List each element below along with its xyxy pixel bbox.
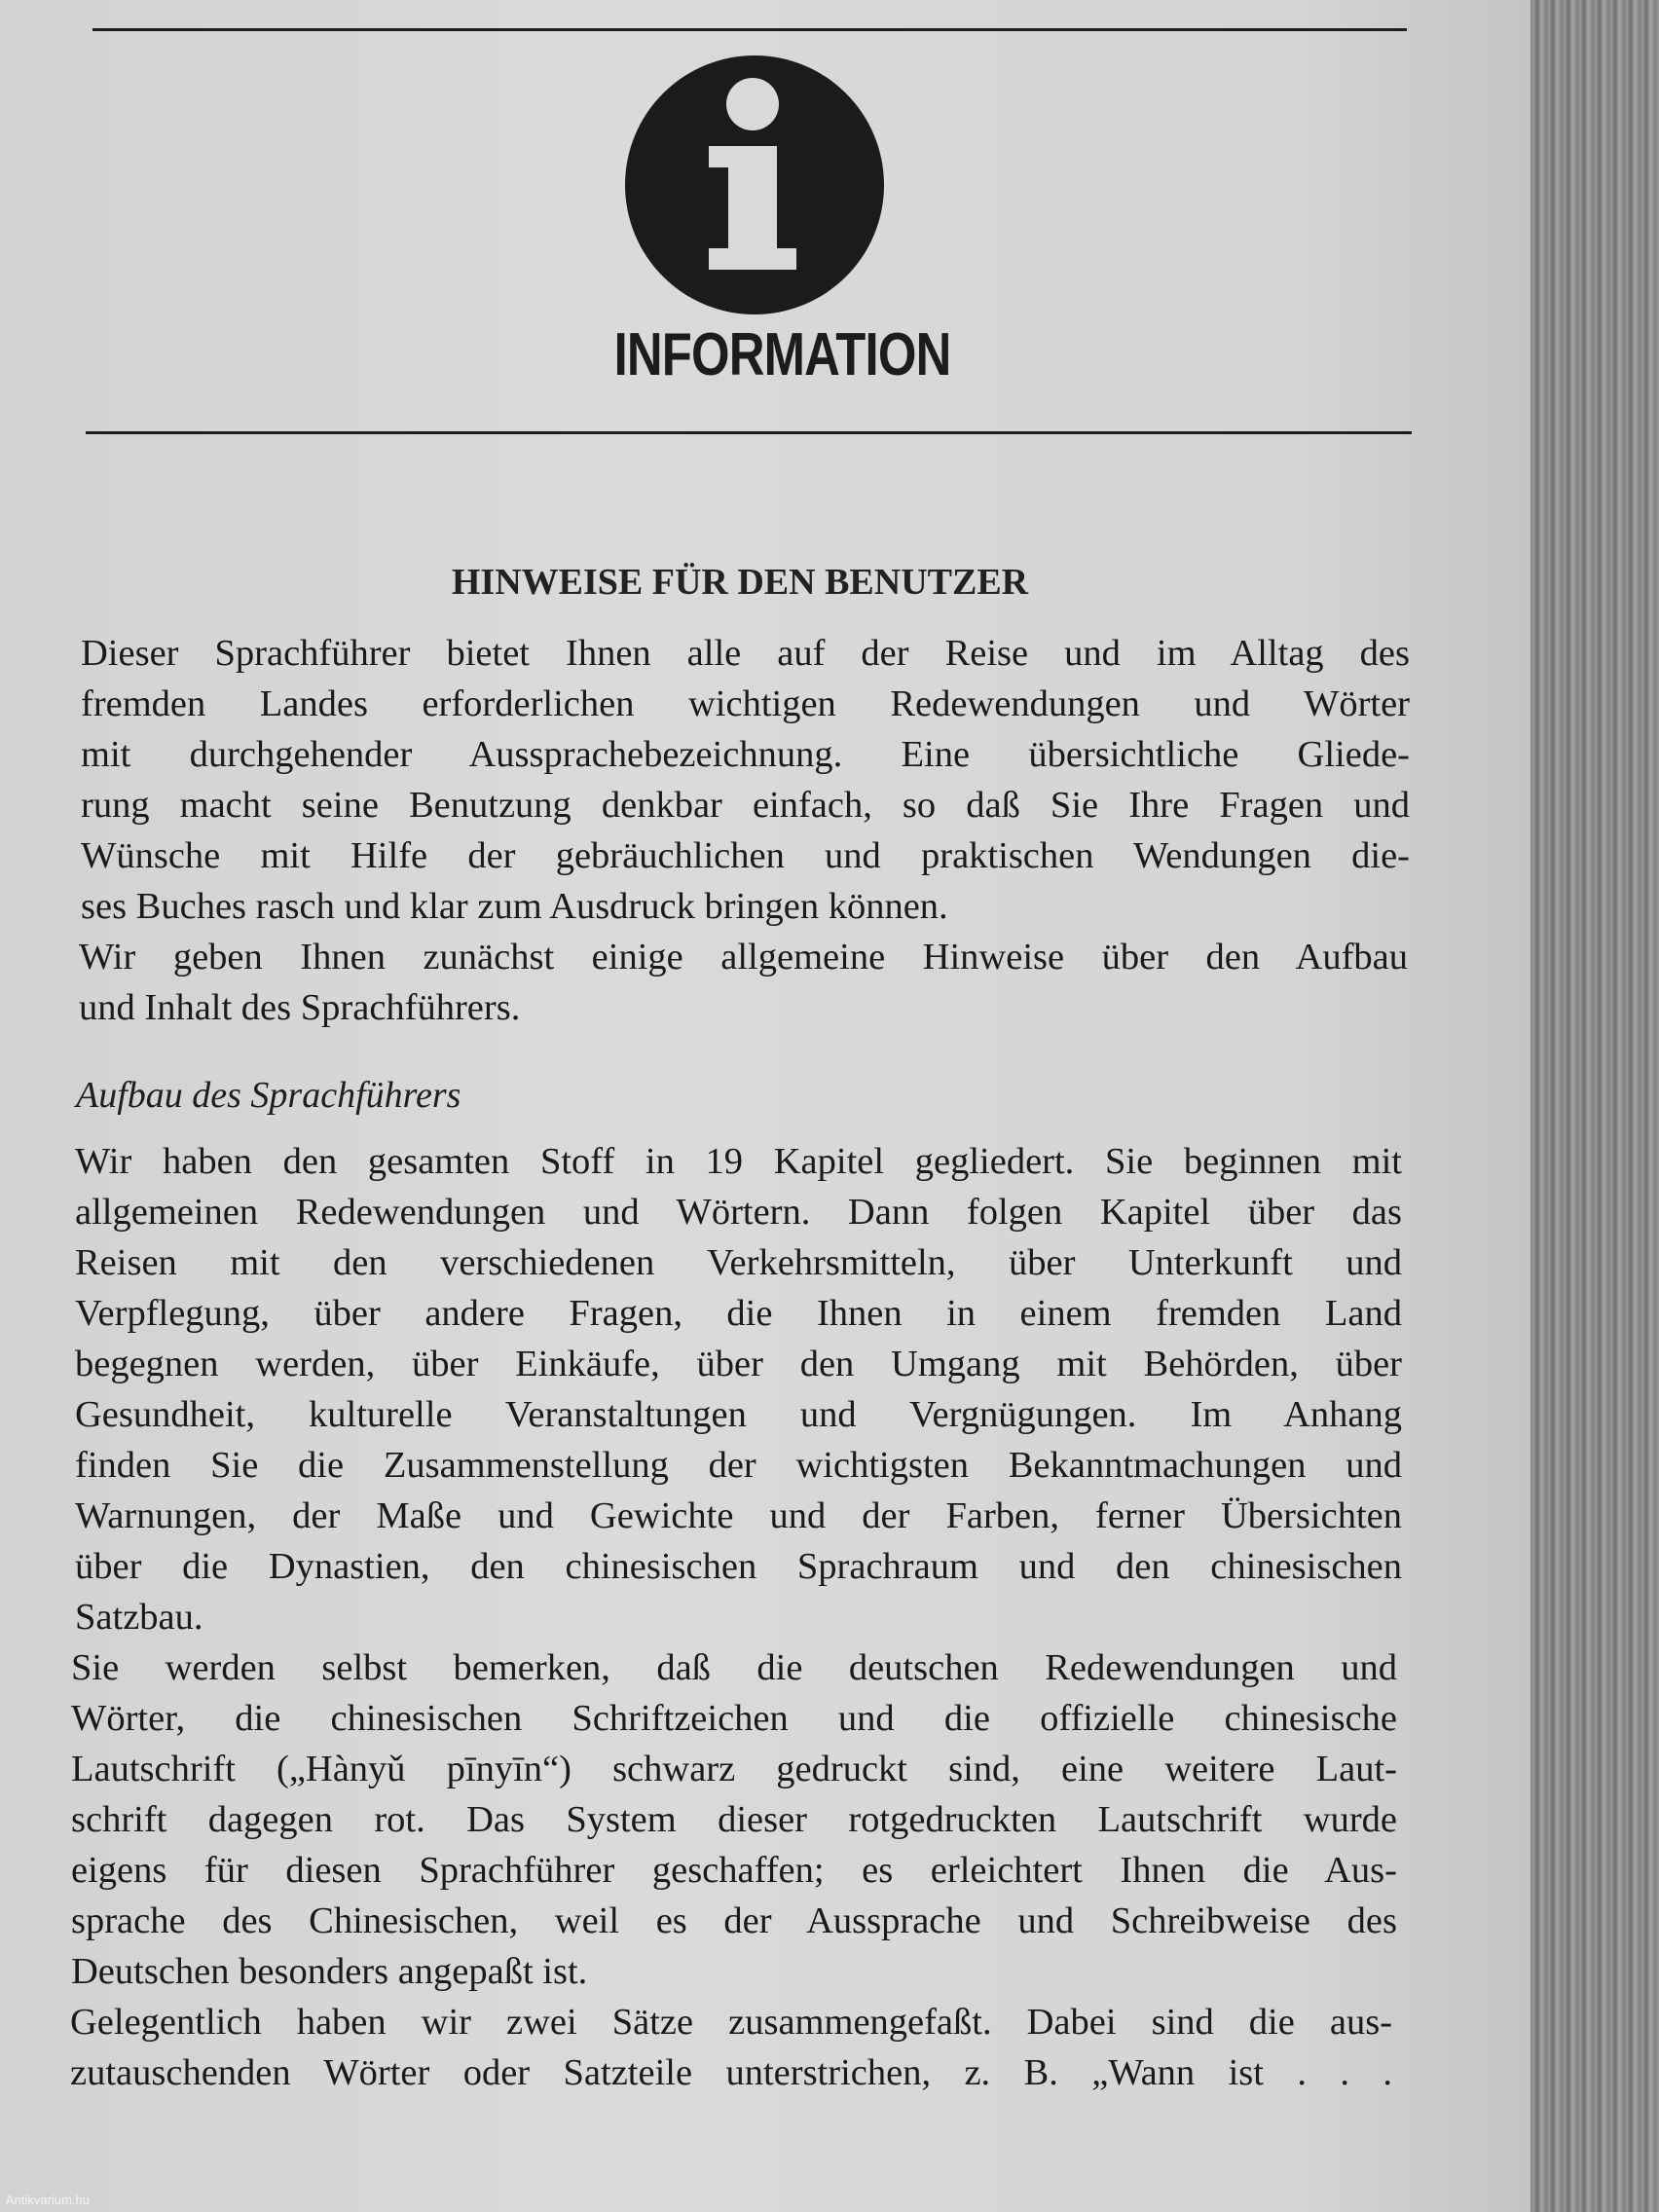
text-line: Sie werden selbst bemerken, daß die deutschen Redewendungen und bbox=[71, 1647, 1397, 1688]
information-icon bbox=[623, 54, 886, 316]
text-line: allgemeinen Redewendungen und Wörtern. Dann folgen Kapitel über das bbox=[75, 1192, 1402, 1233]
text-line: sprache des Chinesischen, weil es der Aussprache und Schreibweise des bbox=[71, 1900, 1397, 1941]
lautschrift-paragraph bbox=[71, 1642, 1397, 1997]
top-rule bbox=[92, 28, 1407, 31]
text-line: Wörter, die chinesischen Schriftzeichen und die offizielle chinesische bbox=[71, 1698, 1397, 1739]
text-line: zutauschenden Wörter oder Satzteile unterstrichen, z. B. „Wann ist . . . bbox=[70, 2052, 1392, 2093]
text-line: mit durchgehender Aussprachebezeichnung. Eine übersichtliche Gliede- bbox=[81, 734, 1410, 775]
text-line: Verpflegung, über andere Fragen, die Ihnen in einem fremden Land bbox=[75, 1293, 1402, 1334]
text-line: finden Sie die Zusammenstellung der wichtigsten Bekanntmachungen und bbox=[75, 1445, 1402, 1486]
text-line: Dieser Sprachführer bietet Ihnen alle auf der Reise und im Alltag des bbox=[81, 633, 1410, 674]
text-line: rung macht seine Benutzung denkbar einfach, so daß Sie Ihre Fragen und bbox=[81, 785, 1410, 826]
text-line: Gesundheit, kulturelle Veranstaltungen und Vergnügungen. Im Anhang bbox=[75, 1394, 1402, 1435]
watermark: Antikvarium.hu bbox=[6, 2193, 90, 2207]
intro-paragraph-2 bbox=[79, 932, 1408, 1033]
structure-paragraph bbox=[75, 1136, 1402, 1642]
text-line: Wünsche mit Hilfe der gebräuchlichen und praktischen Wendungen die- bbox=[81, 835, 1410, 876]
example-paragraph bbox=[70, 1997, 1392, 2098]
intro-paragraph bbox=[81, 628, 1410, 932]
information-label: INFORMATION bbox=[613, 321, 951, 388]
text-line: eigens für diesen Sprachführer geschaffen; es erleichtert Ihnen die Aus- bbox=[71, 1850, 1397, 1891]
bottom-rule bbox=[86, 431, 1412, 434]
text-line: und Inhalt des Sprachführers. bbox=[79, 987, 521, 1028]
text-line: Reisen mit den verschiedenen Verkehrsmitteln, über Unterkunft und bbox=[75, 1242, 1402, 1283]
text-line: Lautschrift („Hànyǔ pīnyīn“) schwarz gedruckt sind, eine weitere Laut- bbox=[71, 1749, 1397, 1789]
text-line: Wir haben den gesamten Stoff in 19 Kapitel gegliedert. Sie beginnen mit bbox=[75, 1141, 1402, 1182]
text-line: fremden Landes erforderlichen wichtigen Redewendungen und Wörter bbox=[81, 683, 1410, 724]
text-line: begegnen werden, über Einkäufe, über den Umgang mit Behörden, über bbox=[75, 1344, 1402, 1384]
section-subheading: Aufbau des Sprachführers bbox=[76, 1075, 461, 1116]
text-line: Deutschen besonders angepaßt ist. bbox=[71, 1951, 588, 1992]
text-line: Warnungen, der Maße und Gewichte und der Farben, ferner Übersichten bbox=[75, 1495, 1402, 1536]
text-line: über die Dynastien, den chinesischen Sprachraum und den chinesischen bbox=[75, 1546, 1402, 1587]
page-edge-background bbox=[1530, 0, 1659, 2212]
text-line: ses Buches rasch und klar zum Ausdruck bringen können. bbox=[81, 886, 948, 927]
text-line: schrift dagegen rot. Das System dieser rotgedruckten Lautschrift wurde bbox=[71, 1799, 1397, 1840]
page-heading: HINWEISE FÜR DEN BENUTZER bbox=[451, 562, 1029, 603]
text-line: Gelegentlich haben wir zwei Sätze zusammengefaßt. Dabei sind die aus- bbox=[70, 2002, 1392, 2043]
text-line: Satzbau. bbox=[75, 1597, 203, 1638]
text-line: Wir geben Ihnen zunächst einige allgemeine Hinweise über den Aufbau bbox=[79, 937, 1408, 977]
